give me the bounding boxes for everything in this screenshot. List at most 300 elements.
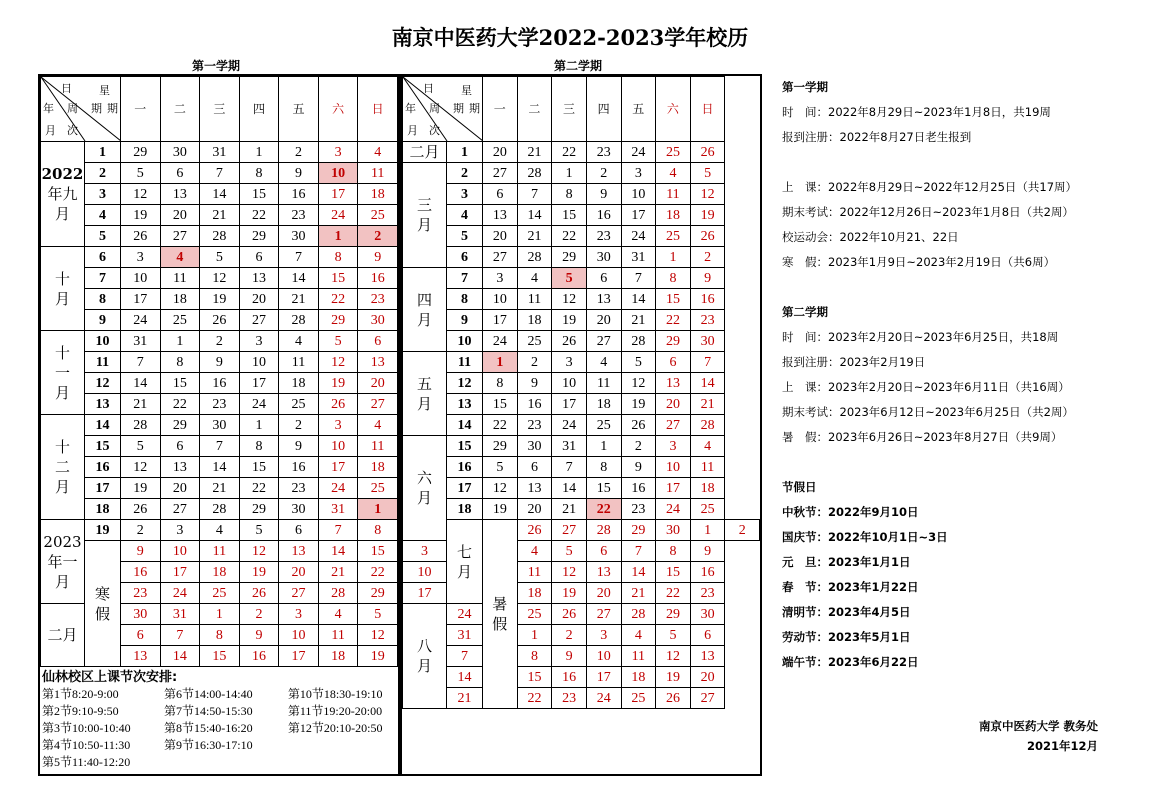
day-cell: 5 <box>121 436 161 457</box>
day-cell: 26 <box>656 688 691 709</box>
day-cell: 8 <box>239 163 279 184</box>
s1-class: 上 课：2022年8月29日~2022年12月25日（共17周） <box>782 180 1078 194</box>
week-row <box>403 331 760 352</box>
day-cell: 25 <box>358 478 398 499</box>
weekday-thu: 四 <box>586 77 621 142</box>
day-cell: 6 <box>160 163 200 184</box>
month-jan-line: 月 <box>54 572 70 591</box>
schedule-title: 仙林校区上课节次安排: <box>42 670 178 685</box>
day-cell: 7 <box>621 268 656 289</box>
day-cell: 30 <box>279 226 319 247</box>
week-row <box>403 163 760 184</box>
day-cell: 7 <box>690 352 725 373</box>
day-cell: 16 <box>121 562 161 583</box>
day-cell: 13 <box>483 205 518 226</box>
day-cell: 9 <box>517 373 552 394</box>
day-cell: 24 <box>160 583 200 604</box>
day-cell: 1 <box>586 436 621 457</box>
schedule-row <box>42 703 396 720</box>
s2-class: 上 课：2023年2月20日~2023年6月11日（共16周） <box>782 380 1070 394</box>
day-cell: 9 <box>690 541 725 562</box>
weekday-fri: 五 <box>279 77 319 142</box>
weekday-wed: 三 <box>552 77 587 142</box>
day-cell: 27 <box>656 415 691 436</box>
day-cell: 6 <box>121 625 161 646</box>
summer-holiday-line: 暑 <box>492 595 508 613</box>
day-cell: 20 <box>483 226 518 247</box>
day-cell: 17 <box>586 667 621 688</box>
month-may-line: 五 <box>416 374 432 393</box>
day-cell: 25 <box>656 142 691 163</box>
day-cell: 18 <box>358 457 398 478</box>
week-number: 7 <box>85 268 121 289</box>
month-jan-line: 年一 <box>47 552 78 571</box>
day-cell: 31 <box>318 499 358 520</box>
day-cell: 19 <box>621 394 656 415</box>
day-cell: 22 <box>656 583 691 604</box>
week-number: 11 <box>85 352 121 373</box>
day-cell: 6 <box>656 352 691 373</box>
month-sep-line: 月 <box>54 205 70 223</box>
day-cell: 17 <box>403 583 447 604</box>
month-sep-line: 年九 <box>47 185 78 203</box>
day-cell: 12 <box>483 478 518 499</box>
day-cell: 27 <box>358 394 398 415</box>
day-cell: 4 <box>279 331 319 352</box>
week-row <box>403 646 760 667</box>
day-cell: 29 <box>160 415 200 436</box>
holiday-1: 中秋节：2022年9月10日 <box>782 505 919 519</box>
week-row <box>41 226 398 247</box>
month-feb-line: 二月 <box>47 626 78 644</box>
week-row <box>403 457 760 478</box>
day-cell: 30 <box>279 499 319 520</box>
month-jul-line: 七 <box>456 542 472 561</box>
week-row <box>41 184 398 205</box>
day-cell: 2 <box>725 520 760 541</box>
schedule-slot <box>288 754 396 771</box>
week-row <box>41 205 398 226</box>
week-number: 6 <box>447 247 483 268</box>
day-cell: 17 <box>656 478 691 499</box>
day-cell: 25 <box>200 583 240 604</box>
day-cell: 21 <box>690 394 725 415</box>
day-cell: 2 <box>552 625 587 646</box>
day-cell: 10 <box>318 436 358 457</box>
day-cell: 2 <box>586 163 621 184</box>
day-cell: 16 <box>239 646 279 667</box>
day-cell: 16 <box>690 562 725 583</box>
day-cell: 4 <box>517 541 552 562</box>
day-cell: 12 <box>239 541 279 562</box>
day-cell: 27 <box>239 310 279 331</box>
day-cell: 8 <box>160 352 200 373</box>
day-cell: 24 <box>318 478 358 499</box>
day-cell: 27 <box>690 688 725 709</box>
day-cell: 26 <box>690 142 725 163</box>
day-cell: 19 <box>552 310 587 331</box>
day-cell: 25 <box>160 310 200 331</box>
month-jul <box>447 520 483 604</box>
label-ri: 日 <box>61 82 72 95</box>
schedule-slot <box>164 754 288 771</box>
day-cell: 9 <box>586 184 621 205</box>
week-number: 12 <box>85 373 121 394</box>
schedule-slot: 第8节15:40-16:20 <box>163 721 253 735</box>
day-cell: 29 <box>656 604 691 625</box>
header-row <box>403 77 760 142</box>
day-cell: 30 <box>160 142 200 163</box>
weekday-wed: 三 <box>200 77 240 142</box>
header-diagonal-cell <box>403 77 483 142</box>
week-number: 6 <box>85 247 121 268</box>
day-cell: 28 <box>621 331 656 352</box>
day-cell: 17 <box>621 205 656 226</box>
day-cell: 1 <box>160 331 200 352</box>
schedule-slot: 第1节8:20-9:00 <box>42 687 119 701</box>
day-cell: 26 <box>552 604 587 625</box>
day-cell: 1 <box>483 352 518 373</box>
day-cell: 2 <box>279 142 319 163</box>
schedule-slot: 第3节10:00-10:40 <box>42 721 131 735</box>
week-number: 15 <box>85 436 121 457</box>
day-cell: 23 <box>690 583 725 604</box>
week-number: 5 <box>447 226 483 247</box>
week-row <box>403 436 760 457</box>
day-cell: 19 <box>358 646 398 667</box>
day-cell: 24 <box>552 415 587 436</box>
day-cell: 2 <box>121 520 161 541</box>
weekday-tue: 二 <box>517 77 552 142</box>
day-cell: 24 <box>621 142 656 163</box>
day-cell: 21 <box>447 688 483 709</box>
month-apr <box>403 268 447 352</box>
day-cell: 19 <box>656 667 691 688</box>
week-number: 15 <box>447 436 483 457</box>
day-cell: 28 <box>318 583 358 604</box>
day-cell: 20 <box>517 499 552 520</box>
day-cell: 21 <box>517 142 552 163</box>
week-row <box>403 604 760 625</box>
month-mar-line: 月 <box>416 216 432 234</box>
day-cell: 13 <box>586 562 621 583</box>
s2-heading: 第二学期 <box>782 305 828 319</box>
day-cell: 22 <box>552 142 587 163</box>
day-cell: 26 <box>552 331 587 352</box>
week-number: 7 <box>447 268 483 289</box>
month-may <box>403 352 447 436</box>
holiday-2: 国庆节：2022年10月1日~3日 <box>782 530 948 544</box>
week-row <box>403 373 760 394</box>
day-cell: 1 <box>358 499 398 520</box>
week-number: 16 <box>447 457 483 478</box>
day-cell: 13 <box>358 352 398 373</box>
day-cell: 15 <box>239 457 279 478</box>
day-cell: 19 <box>690 205 725 226</box>
schedule-row <box>42 686 396 703</box>
day-cell: 5 <box>358 604 398 625</box>
week-row <box>41 247 398 268</box>
day-cell: 14 <box>517 205 552 226</box>
week-number: 5 <box>85 226 121 247</box>
week-number: 10 <box>447 331 483 352</box>
day-cell: 26 <box>621 415 656 436</box>
day-cell: 12 <box>121 457 161 478</box>
day-cell: 21 <box>621 583 656 604</box>
day-cell: 6 <box>690 625 725 646</box>
day-cell: 21 <box>200 478 240 499</box>
day-cell: 15 <box>552 205 587 226</box>
month-may-line: 月 <box>416 394 432 413</box>
day-cell: 20 <box>483 142 518 163</box>
day-cell: 3 <box>403 541 447 562</box>
day-cell: 4 <box>690 436 725 457</box>
day-cell: 14 <box>160 646 200 667</box>
day-cell: 25 <box>279 394 319 415</box>
day-cell: 10 <box>121 268 161 289</box>
day-cell: 22 <box>160 394 200 415</box>
day-cell: 14 <box>621 562 656 583</box>
month-jun <box>403 436 447 541</box>
week-row <box>403 499 760 520</box>
day-cell: 3 <box>239 331 279 352</box>
day-cell: 5 <box>121 163 161 184</box>
day-cell: 7 <box>200 436 240 457</box>
day-cell: 8 <box>656 541 691 562</box>
day-cell: 15 <box>483 394 518 415</box>
footer-org: 南京中医药大学 教务处 <box>978 719 1098 733</box>
day-cell: 23 <box>586 142 621 163</box>
day-cell: 15 <box>656 562 691 583</box>
day-cell: 13 <box>690 646 725 667</box>
day-cell: 29 <box>483 436 518 457</box>
weekday-mon: 一 <box>121 77 161 142</box>
week-row <box>403 310 760 331</box>
day-cell: 25 <box>358 205 398 226</box>
month-apr-line: 月 <box>416 310 432 329</box>
day-cell: 9 <box>690 268 725 289</box>
day-cell: 11 <box>279 352 319 373</box>
day-cell: 4 <box>160 247 200 268</box>
day-cell: 13 <box>586 289 621 310</box>
day-cell: 24 <box>447 604 483 625</box>
s2-exam: 期末考试：2023年6月12日~2023年6月25日（共2周） <box>782 405 1074 419</box>
day-cell: 31 <box>121 331 161 352</box>
day-cell: 16 <box>621 478 656 499</box>
day-cell: 23 <box>690 310 725 331</box>
day-cell: 19 <box>483 499 518 520</box>
label-zhou: 周 <box>67 102 78 115</box>
day-cell: 11 <box>318 625 358 646</box>
day-cell: 8 <box>552 184 587 205</box>
day-cell: 16 <box>586 205 621 226</box>
week-number: 1 <box>85 142 121 163</box>
month-mar <box>403 163 447 268</box>
day-cell: 14 <box>552 478 587 499</box>
schedule-row <box>42 754 396 771</box>
day-cell: 23 <box>200 394 240 415</box>
day-cell: 6 <box>279 520 319 541</box>
day-cell: 24 <box>318 205 358 226</box>
day-cell: 19 <box>318 373 358 394</box>
label-qi2: 期 <box>107 102 118 115</box>
day-cell: 10 <box>656 457 691 478</box>
day-cell: 4 <box>517 268 552 289</box>
day-cell: 14 <box>279 268 319 289</box>
day-cell: 8 <box>318 247 358 268</box>
day-cell: 4 <box>200 520 240 541</box>
month-nov-line: 月 <box>54 383 70 402</box>
day-cell: 8 <box>656 268 691 289</box>
week-row <box>403 289 760 310</box>
month-nov <box>41 331 85 415</box>
day-cell: 5 <box>690 163 725 184</box>
day-cell: 29 <box>239 226 279 247</box>
day-cell: 20 <box>586 310 621 331</box>
schedule-slot <box>288 737 396 754</box>
day-cell: 24 <box>239 394 279 415</box>
s1-registration: 报到注册：2022年8月27日老生报到 <box>782 130 972 144</box>
day-cell: 3 <box>656 436 691 457</box>
day-cell: 26 <box>200 310 240 331</box>
week-row <box>41 373 398 394</box>
day-cell: 12 <box>318 352 358 373</box>
day-cell: 17 <box>239 373 279 394</box>
day-cell: 6 <box>517 457 552 478</box>
day-cell: 30 <box>121 604 161 625</box>
summer-holiday-line: 假 <box>492 615 508 633</box>
day-cell: 15 <box>586 478 621 499</box>
week-row <box>403 352 760 373</box>
month-aug-line: 八 <box>416 637 432 655</box>
day-cell: 3 <box>318 142 358 163</box>
day-cell: 20 <box>690 667 725 688</box>
month-apr-line: 四 <box>416 290 432 309</box>
week-number: 9 <box>85 310 121 331</box>
day-cell: 6 <box>358 331 398 352</box>
day-cell: 11 <box>160 268 200 289</box>
month-dec <box>41 415 85 520</box>
label-qi1: 期 <box>453 102 464 115</box>
day-cell: 17 <box>318 457 358 478</box>
week-number: 14 <box>447 415 483 436</box>
month-sep-line: 2022 <box>41 165 84 183</box>
day-cell: 9 <box>621 457 656 478</box>
day-cell: 29 <box>656 331 691 352</box>
month-aug-line: 月 <box>416 657 432 675</box>
day-cell: 10 <box>239 352 279 373</box>
day-cell: 1 <box>690 520 725 541</box>
day-cell: 17 <box>552 394 587 415</box>
day-cell: 12 <box>690 184 725 205</box>
day-cell: 7 <box>517 184 552 205</box>
day-cell: 12 <box>358 625 398 646</box>
day-cell: 11 <box>517 289 552 310</box>
day-cell: 12 <box>200 268 240 289</box>
day-cell: 1 <box>318 226 358 247</box>
month-nov-line: 一 <box>54 363 70 382</box>
day-cell: 23 <box>279 205 319 226</box>
day-cell: 30 <box>656 520 691 541</box>
month-oct-line: 月 <box>54 289 70 308</box>
weekday-sun: 日 <box>358 77 398 142</box>
day-cell: 22 <box>656 310 691 331</box>
month-mar-line: 三 <box>416 196 432 214</box>
label-nian: 年 <box>43 102 54 115</box>
day-cell: 13 <box>160 457 200 478</box>
day-cell: 21 <box>121 394 161 415</box>
label-ci: 次 <box>429 124 440 137</box>
holiday-7: 端午节：2023年6月22日 <box>782 655 919 669</box>
holidays-heading: 节假日 <box>782 480 817 494</box>
day-cell: 27 <box>586 604 621 625</box>
day-cell: 30 <box>586 247 621 268</box>
day-cell: 31 <box>160 604 200 625</box>
day-cell: 1 <box>656 247 691 268</box>
day-cell: 18 <box>200 562 240 583</box>
week-row <box>403 667 760 688</box>
class-schedule <box>40 667 398 771</box>
day-cell: 21 <box>517 226 552 247</box>
month-jun-line: 月 <box>416 489 432 507</box>
day-cell: 20 <box>160 205 200 226</box>
day-cell: 9 <box>121 541 161 562</box>
day-cell: 27 <box>483 163 518 184</box>
day-cell: 18 <box>656 205 691 226</box>
day-cell: 29 <box>121 142 161 163</box>
day-cell: 9 <box>279 163 319 184</box>
day-cell: 19 <box>121 478 161 499</box>
day-cell: 2 <box>517 352 552 373</box>
day-cell: 13 <box>517 478 552 499</box>
week-number: 8 <box>447 289 483 310</box>
weekday-tue: 二 <box>160 77 200 142</box>
week-row <box>41 478 398 499</box>
month-sep <box>41 142 85 247</box>
weekday-sun: 日 <box>690 77 725 142</box>
day-cell: 24 <box>586 688 621 709</box>
day-cell: 29 <box>358 583 398 604</box>
day-cell: 2 <box>690 247 725 268</box>
day-cell: 18 <box>586 394 621 415</box>
day-cell: 23 <box>586 226 621 247</box>
week-row <box>403 205 760 226</box>
day-cell: 7 <box>447 646 483 667</box>
day-cell: 1 <box>239 142 279 163</box>
day-cell: 5 <box>656 625 691 646</box>
day-cell: 8 <box>586 457 621 478</box>
day-cell: 7 <box>200 163 240 184</box>
day-cell: 14 <box>200 184 240 205</box>
day-cell: 19 <box>200 289 240 310</box>
day-cell: 1 <box>517 625 552 646</box>
day-cell: 27 <box>586 331 621 352</box>
day-cell: 10 <box>160 541 200 562</box>
day-cell: 13 <box>279 541 319 562</box>
day-cell: 5 <box>552 541 587 562</box>
day-cell: 10 <box>621 184 656 205</box>
day-cell: 11 <box>621 646 656 667</box>
day-cell: 3 <box>121 247 161 268</box>
label-yue: 月 <box>45 124 56 137</box>
day-cell: 23 <box>517 415 552 436</box>
day-cell: 18 <box>621 667 656 688</box>
day-cell: 15 <box>200 646 240 667</box>
semester2-calendar <box>400 74 762 776</box>
schedule-slot: 第12节20:10-20:50 <box>287 721 383 735</box>
week-row <box>41 331 398 352</box>
label-zhou: 周 <box>429 102 440 115</box>
